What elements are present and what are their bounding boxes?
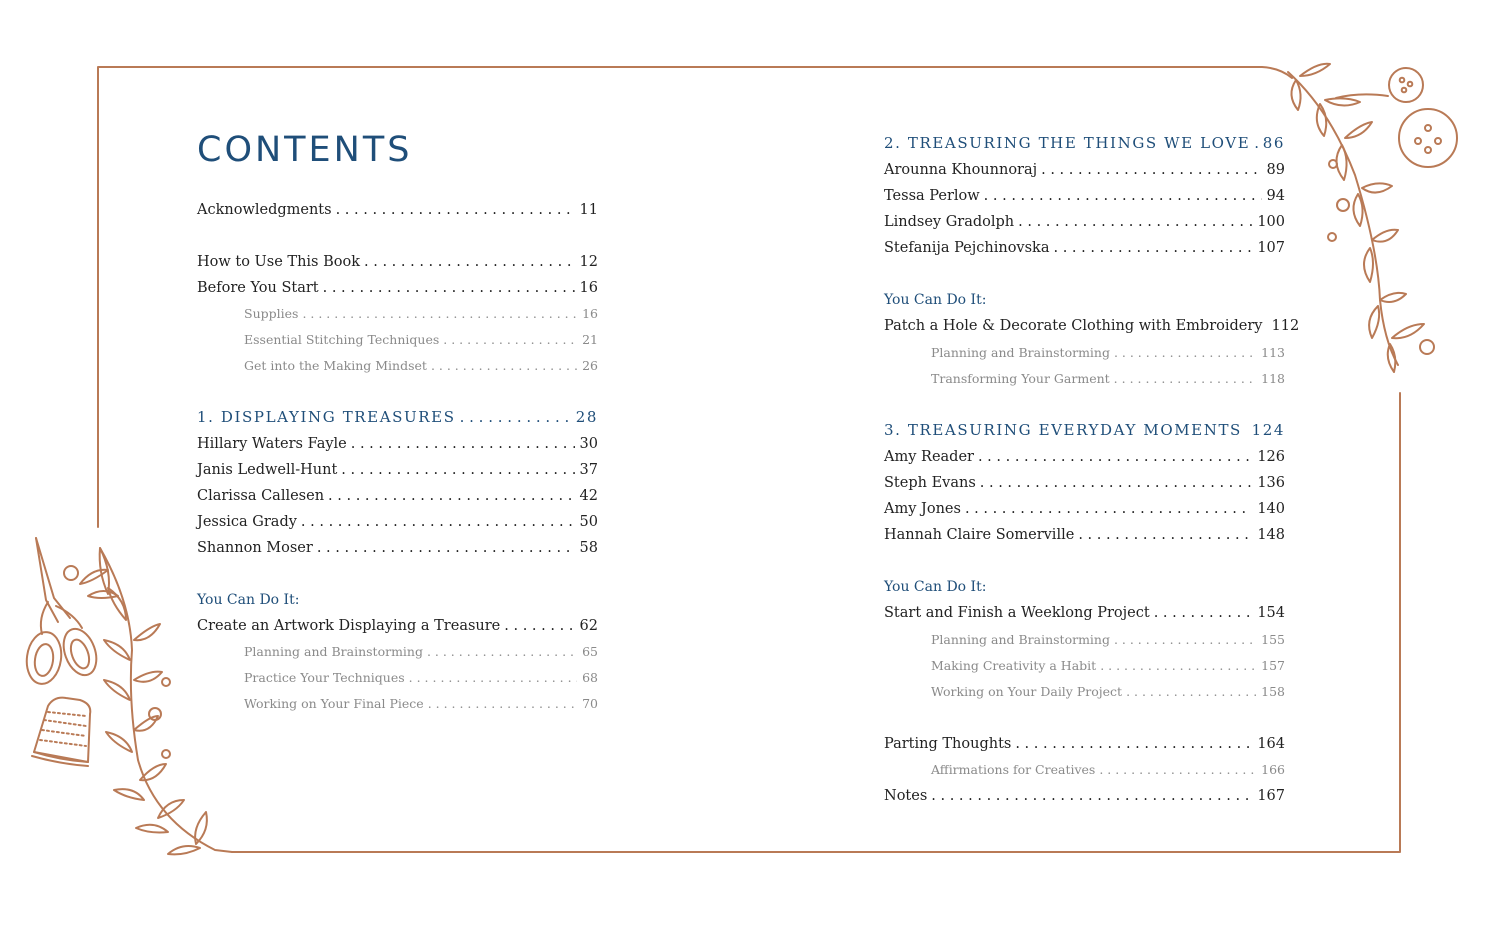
toc-page-number: 166 xyxy=(1261,762,1285,777)
toc-page-number: 167 xyxy=(1257,788,1285,804)
toc-entry[interactable] xyxy=(197,199,598,221)
toc-entry-label: Hillary Waters Fayle xyxy=(197,436,347,452)
toc-part-heading[interactable] xyxy=(197,406,598,428)
toc-entry-label: Shannon Moser xyxy=(197,540,313,556)
toc-page-number: 86 xyxy=(1262,134,1285,152)
dot-leader xyxy=(980,472,1253,494)
toc-entry-label: Lindsey Gradolph xyxy=(884,214,1015,230)
toc-page-number: 154 xyxy=(1257,605,1285,621)
toc-subentry[interactable] xyxy=(931,342,1285,364)
page-title: CONTENTS xyxy=(197,130,413,170)
toc-page-number: 164 xyxy=(1257,736,1285,752)
toc-page-number: 157 xyxy=(1261,658,1285,673)
dot-leader xyxy=(1041,159,1261,181)
dot-leader xyxy=(364,251,575,273)
toc-subentry[interactable] xyxy=(244,641,598,663)
dot-leader xyxy=(323,277,575,299)
toc-page-number: 70 xyxy=(582,696,598,711)
dot-leader xyxy=(1100,655,1256,677)
toc-subentry[interactable] xyxy=(931,759,1285,781)
toc-entry[interactable] xyxy=(884,785,1285,807)
dot-leader xyxy=(341,459,574,481)
toc-entry[interactable] xyxy=(884,602,1285,624)
toc-entry-label: Before You Start xyxy=(197,280,319,296)
toc-part-label: 2. TREASURING THE THINGS WE LOVE xyxy=(884,134,1251,152)
dot-leader xyxy=(1018,211,1252,233)
dot-leader xyxy=(431,355,577,377)
dot-leader xyxy=(1114,342,1256,364)
toc-entry-label: Acknowledgments xyxy=(197,202,332,218)
toc-page-number: 16 xyxy=(579,280,598,296)
dot-leader xyxy=(351,433,575,455)
toc-entry-label: How to Use This Book xyxy=(197,254,361,270)
toc-entry-label: Janis Ledwell-Hunt xyxy=(197,462,338,478)
toc-entry[interactable] xyxy=(884,733,1285,755)
toc-page-number: 30 xyxy=(579,436,598,452)
toc-entry[interactable] xyxy=(197,537,598,559)
toc-subentry-label: Working on Your Daily Project xyxy=(931,684,1123,699)
dot-leader xyxy=(428,693,577,715)
dot-leader xyxy=(1254,132,1257,154)
dot-leader xyxy=(1054,237,1253,259)
toc-subentry[interactable] xyxy=(244,667,598,689)
toc-entry-label: Amy Jones xyxy=(884,501,961,517)
toc-page-number: 50 xyxy=(579,514,598,530)
toc-entry[interactable] xyxy=(197,485,598,507)
toc-page-number: 140 xyxy=(1257,501,1285,517)
toc-entry-label: Create an Artwork Displaying a Treasure xyxy=(197,618,501,634)
toc-entry[interactable] xyxy=(884,315,1300,337)
dot-leader xyxy=(1078,524,1252,546)
toc-entry[interactable] xyxy=(197,511,598,533)
toc-subentry[interactable] xyxy=(931,681,1285,703)
toc-page-number: 112 xyxy=(1271,318,1300,334)
scissors-icon xyxy=(24,538,103,686)
dot-leader xyxy=(427,641,577,663)
dot-leader xyxy=(504,615,574,637)
toc-page-number: 148 xyxy=(1257,527,1285,543)
toc-subentry[interactable] xyxy=(931,368,1285,390)
toc-part-heading[interactable] xyxy=(884,132,1285,154)
toc-entry-label: Stefanija Pejchinovska xyxy=(884,240,1050,256)
toc-page-number: 126 xyxy=(1257,449,1285,465)
toc-entry[interactable] xyxy=(884,524,1285,546)
toc-entry-label: Steph Evans xyxy=(884,475,976,491)
toc-entry[interactable] xyxy=(884,498,1285,520)
button-icon xyxy=(1399,109,1457,167)
toc-subentry[interactable] xyxy=(244,355,598,377)
toc-entry-label: Jessica Grady xyxy=(197,514,297,530)
toc-entry[interactable] xyxy=(884,211,1285,233)
toc-page-number: 68 xyxy=(582,670,598,685)
you-can-do-it-heading: You Can Do It: xyxy=(884,579,987,595)
toc-part-heading[interactable] xyxy=(884,419,1285,441)
toc-subentry-label: Transforming Your Garment xyxy=(931,371,1110,386)
toc-entry[interactable] xyxy=(197,277,598,299)
toc-subentry-label: Planning and Brainstorming xyxy=(244,644,423,659)
dot-leader xyxy=(1246,419,1247,441)
toc-subentry-label: Practice Your Techniques xyxy=(244,670,405,685)
toc-page-number: 124 xyxy=(1251,421,1285,439)
dot-leader xyxy=(336,199,575,221)
toc-entry[interactable] xyxy=(197,433,598,455)
toc-page-number: 65 xyxy=(582,644,598,659)
dot-leader xyxy=(978,446,1252,468)
toc-entry-label: Notes xyxy=(884,788,928,804)
toc-subentry-label: Essential Stitching Techniques xyxy=(244,332,440,347)
toc-subentry[interactable] xyxy=(244,303,598,325)
toc-page-number: 118 xyxy=(1261,371,1285,386)
you-can-do-it-heading: You Can Do It: xyxy=(884,292,987,308)
dot-leader xyxy=(301,511,575,533)
dot-leader xyxy=(984,185,1262,207)
dot-leader xyxy=(443,329,577,351)
toc-subentry-label: Planning and Brainstorming xyxy=(931,632,1110,647)
dot-leader xyxy=(302,303,577,325)
toc-page-number: 136 xyxy=(1257,475,1285,491)
toc-page-number: 11 xyxy=(579,202,598,218)
toc-entry-label: Arounna Khounnoraj xyxy=(884,162,1038,178)
toc-entry-label: Start and Finish a Weeklong Project xyxy=(884,605,1150,621)
toc-subentry-label: Working on Your Final Piece xyxy=(244,696,424,711)
toc-entry-label: Parting Thoughts xyxy=(884,736,1012,752)
dot-leader xyxy=(1114,368,1256,390)
toc-subentry[interactable] xyxy=(931,655,1285,677)
toc-entry[interactable] xyxy=(884,472,1285,494)
toc-subentry-label: Get into the Making Mindset xyxy=(244,358,427,373)
toc-entry-label: Patch a Hole & Decorate Clothing with Embroidery xyxy=(884,318,1263,334)
toc-page-number: 113 xyxy=(1261,345,1285,360)
toc-page-number: 94 xyxy=(1266,188,1285,204)
you-can-do-it-heading: You Can Do It: xyxy=(197,592,300,608)
toc-entry[interactable] xyxy=(197,615,598,637)
toc-subentry-label: Making Creativity a Habit xyxy=(931,658,1097,673)
dot-leader xyxy=(931,785,1252,807)
toc-part-label: 3. TREASURING EVERYDAY MOMENTS xyxy=(884,421,1242,439)
toc-page-number: 107 xyxy=(1257,240,1285,256)
toc-page-number: 37 xyxy=(579,462,598,478)
toc-page-number: 100 xyxy=(1257,214,1285,230)
vine-icon xyxy=(1288,64,1424,372)
toc-page-number: 16 xyxy=(582,306,598,321)
dot-leader xyxy=(1114,629,1256,651)
toc-entry-label: Hannah Claire Somerville xyxy=(884,527,1075,543)
toc-entry[interactable] xyxy=(884,237,1285,259)
toc-entry[interactable] xyxy=(884,159,1285,181)
toc-entry-label: Tessa Perlow xyxy=(884,188,980,204)
toc-subentry-label: Affirmations for Creatives xyxy=(931,762,1096,777)
toc-page-number: 12 xyxy=(579,254,598,270)
dot-leader xyxy=(328,485,575,507)
toc-entry-label: Amy Reader xyxy=(884,449,974,465)
toc-entry[interactable] xyxy=(197,251,598,273)
thimble-icon xyxy=(32,698,90,766)
toc-entry-label: Clarissa Callesen xyxy=(197,488,325,504)
toc-entry[interactable] xyxy=(197,459,598,481)
toc-page-number: 21 xyxy=(582,332,598,347)
toc-page-number: 155 xyxy=(1261,632,1285,647)
button-icon xyxy=(1389,68,1423,102)
toc-subentry-label: Planning and Brainstorming xyxy=(931,345,1110,360)
toc-page-number: 58 xyxy=(579,540,598,556)
toc-subentry[interactable] xyxy=(244,329,598,351)
toc-subentry[interactable] xyxy=(244,693,598,715)
toc-page-number: 28 xyxy=(575,408,598,426)
dot-leader xyxy=(1154,602,1253,624)
toc-page-number: 62 xyxy=(579,618,598,634)
toc-subentry[interactable] xyxy=(931,629,1285,651)
dot-leader xyxy=(1126,681,1256,703)
toc-page-number: 158 xyxy=(1261,684,1285,699)
toc-entry[interactable] xyxy=(884,185,1285,207)
toc-subentry-label: Supplies xyxy=(244,306,299,321)
dot-leader xyxy=(460,406,571,428)
dot-leader xyxy=(965,498,1252,520)
toc-page-number: 26 xyxy=(582,358,598,373)
dot-leader xyxy=(409,667,577,689)
dot-leader xyxy=(317,537,575,559)
toc-page-number: 89 xyxy=(1266,162,1285,178)
dot-leader xyxy=(1099,759,1256,781)
toc-page-number: 42 xyxy=(579,488,598,504)
toc-entry[interactable] xyxy=(884,446,1285,468)
dot-leader xyxy=(1015,733,1252,755)
toc-part-label: 1. DISPLAYING TREASURES xyxy=(197,408,456,426)
